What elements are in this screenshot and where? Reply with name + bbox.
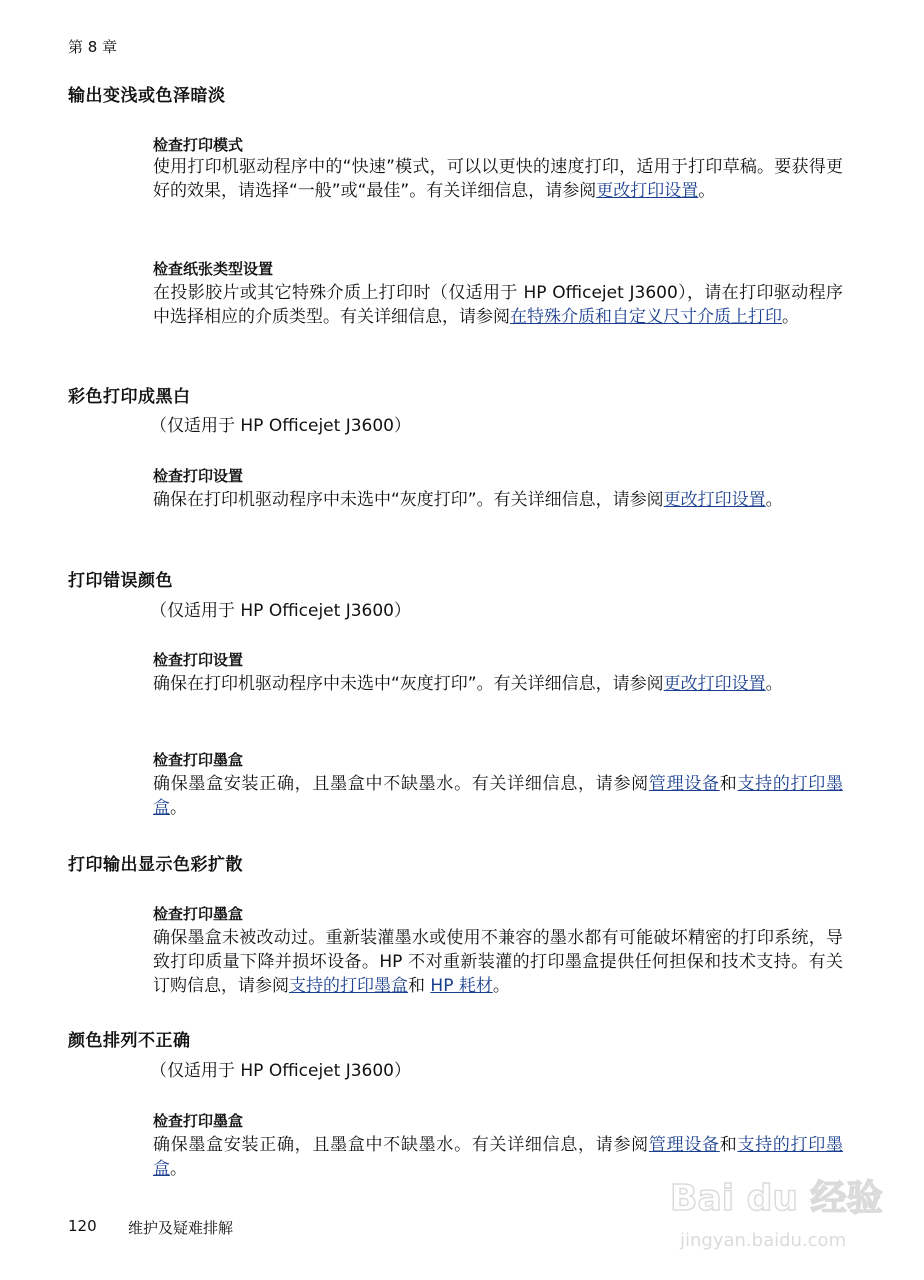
watermark-url: jingyan.baidu.com [680, 1230, 847, 1251]
paragraph: 确保墨盒安装正确，且墨盒中不缺墨水。有关详细信息，请参阅管理设备和支持的打印墨盒。 [153, 1135, 844, 1179]
subsection-heading: 检查打印墨盒 [153, 1112, 244, 1130]
link-change-print-settings[interactable]: 更改打印设置 [663, 490, 766, 510]
section-title: 打印错误颜色 [68, 571, 173, 591]
link-change-print-settings[interactable]: 更改打印设置 [663, 674, 766, 694]
subsection-heading: 检查打印设置 [153, 651, 244, 669]
section-title: 打印输出显示色彩扩散 [68, 855, 243, 875]
applicability-note: （仅适用于 HP Officejet J3600） [150, 1061, 411, 1081]
chapter-label: 第 8 章 [68, 38, 118, 56]
applicability-note: （仅适用于 HP Officejet J3600） [150, 416, 411, 436]
link-manage-device[interactable]: 管理设备 [648, 774, 720, 794]
footer-title: 维护及疑难排解 [128, 1219, 234, 1237]
link-supported-cartridges[interactable]: 支持的打印墨盒 [289, 976, 408, 996]
section-title: 输出变浅或色泽暗淡 [68, 86, 226, 106]
link-supported-cartridges[interactable]: 支持的打印墨盒 [153, 1135, 844, 1179]
subsection-heading: 检查打印墨盒 [153, 905, 244, 923]
link-change-print-settings[interactable]: 更改打印设置 [596, 181, 699, 201]
paragraph: 确保在打印机驱动程序中未选中“灰度打印”。有关详细信息，请参阅更改打印设置。 [153, 490, 783, 510]
subsection-heading: 检查打印墨盒 [153, 751, 244, 769]
subsection-heading: 检查打印设置 [153, 467, 244, 485]
link-manage-device[interactable]: 管理设备 [648, 1135, 720, 1155]
page-number: 120 [68, 1217, 97, 1235]
subsection-heading: 检查打印模式 [153, 136, 244, 154]
link-supported-cartridges[interactable]: 支持的打印墨盒 [153, 774, 844, 818]
paragraph: 确保在打印机驱动程序中未选中“灰度打印”。有关详细信息，请参阅更改打印设置。 [153, 674, 783, 694]
paragraph: 在投影胶片或其它特殊介质上打印时（仅适用于 HP Officejet J3600），请在打印驱动程序中选择相应的介质类型。有关详细信息，请参阅在特殊介质和自定义尺寸介质上打印。 [153, 283, 843, 327]
subsection-heading: 检查纸张类型设置 [153, 260, 274, 278]
link-special-media[interactable]: 在特殊介质和自定义尺寸介质上打印 [510, 307, 782, 327]
paragraph: 确保墨盒安装正确，且墨盒中不缺墨水。有关详细信息，请参阅管理设备和支持的打印墨盒。 [153, 774, 844, 818]
applicability-note: （仅适用于 HP Officejet J3600） [150, 601, 411, 621]
section-title: 颜色排列不正确 [68, 1031, 191, 1051]
paragraph: 使用打印机驱动程序中的“快速”模式，可以以更快的速度打印，适用于打印草稿。要获得更好的效果，请选择“一般”或“最佳”。有关详细信息，请参阅更改打印设置。 [153, 157, 843, 201]
watermark-brand: Bai du 经验 [670, 1178, 883, 1219]
baidu-watermark [660, 1162, 883, 1262]
paragraph: 确保墨盒未被改动过。重新装灌墨水或使用不兼容的墨水都有可能破坏精密的打印系统，导致打印质量下降并损坏设备。HP 不对重新装灌的打印墨盒提供任何担保和技术支持。有关订购信息，请参阅支持的打印墨盒和 HP 耗材。 [153, 928, 843, 996]
link-hp-supplies[interactable]: HP 耗材 [430, 976, 493, 996]
section-title: 彩色打印成黑白 [68, 387, 191, 407]
